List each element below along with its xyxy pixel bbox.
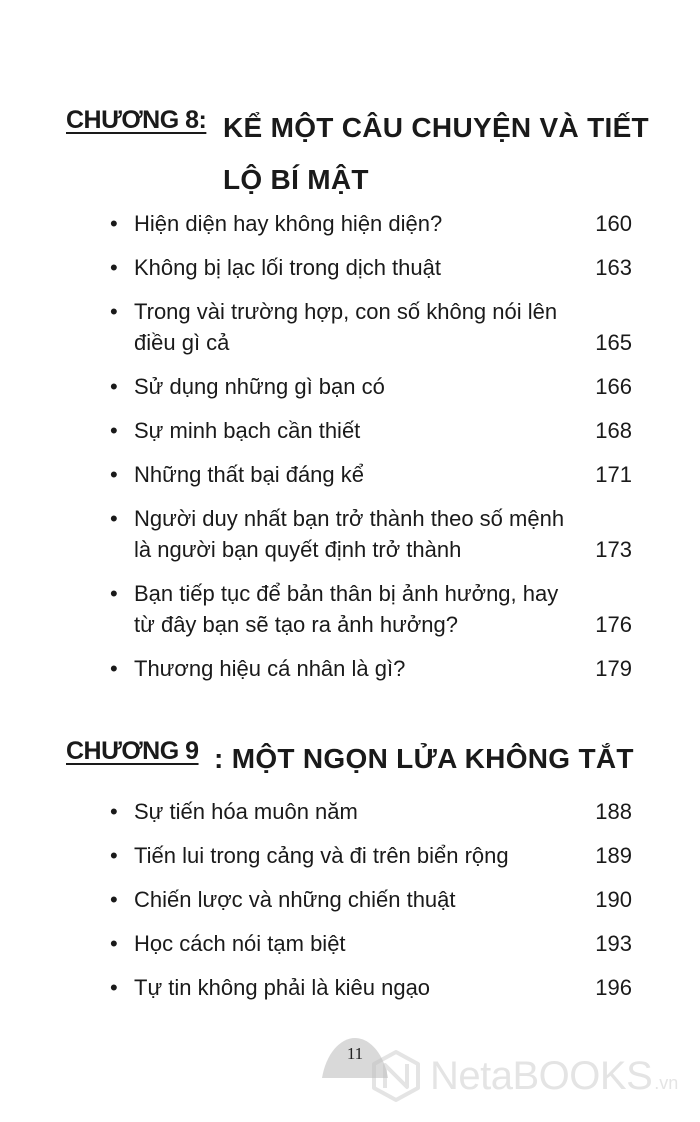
- bullet-icon: •: [110, 581, 118, 606]
- entry-page-number: 166: [595, 374, 632, 399]
- netabooks-logo-icon: [368, 1048, 424, 1104]
- entry-title: Tiến lui trong cảng và đi trên biển rộng: [134, 843, 509, 868]
- toc-entry[interactable]: [110, 972, 632, 1003]
- entry-title: Sự tiến hóa muôn năm: [134, 799, 358, 824]
- entry-title: Chiến lược và những chiến thuật: [134, 887, 456, 912]
- toc-entry[interactable]: [110, 884, 632, 915]
- watermark: [368, 1046, 688, 1106]
- bullet-icon: •: [110, 887, 118, 912]
- toc-entry[interactable]: [110, 252, 632, 283]
- chapter-9-entry-list: [110, 796, 632, 1016]
- toc-entry[interactable]: [110, 296, 632, 358]
- watermark-suffix: .vn: [654, 1073, 679, 1093]
- bullet-icon: •: [110, 462, 118, 487]
- watermark-brand: NetaBOOKS: [430, 1053, 653, 1098]
- entry-title: Hiện diện hay không hiện diện?: [134, 211, 443, 236]
- toc-entry[interactable]: [110, 840, 632, 871]
- bullet-icon: •: [110, 975, 118, 1000]
- chapter-title: : MỘT NGỌN LỬA KHÔNG TẮT: [214, 743, 634, 774]
- entry-page-number: 189: [595, 843, 632, 868]
- entry-page-number: 173: [595, 537, 632, 562]
- toc-entry[interactable]: [110, 415, 632, 446]
- toc-entry[interactable]: [110, 928, 632, 959]
- entry-page-number: 160: [595, 211, 632, 236]
- entry-page-number: 163: [595, 255, 632, 280]
- bullet-icon: •: [110, 299, 118, 324]
- entry-page-number: 190: [595, 887, 632, 912]
- chapter-label: CHƯƠNG 9: [66, 737, 199, 765]
- toc-entry[interactable]: [110, 653, 632, 684]
- entry-title: Thương hiệu cá nhân là gì?: [134, 656, 406, 681]
- bullet-icon: •: [110, 843, 118, 868]
- entry-page-number: 168: [595, 418, 632, 443]
- chapter-8-entry-list: [110, 208, 632, 697]
- entry-page-number: 176: [595, 612, 632, 637]
- entry-page-number: 165: [595, 330, 632, 355]
- toc-entry[interactable]: [110, 371, 632, 402]
- entry-title: Không bị lạc lối trong dịch thuật: [134, 255, 441, 280]
- entry-title: Học cách nói tạm biệt: [134, 931, 346, 956]
- entry-title: Những thất bại đáng kể: [134, 462, 365, 487]
- bullet-icon: •: [110, 374, 118, 399]
- bullet-icon: •: [110, 931, 118, 956]
- toc-entry[interactable]: [110, 503, 632, 565]
- chapter-8-heading: [66, 106, 656, 216]
- entry-page-number: 188: [595, 799, 632, 824]
- page-number: 11: [346, 1044, 364, 1063]
- toc-entry[interactable]: [110, 796, 632, 827]
- bullet-icon: •: [110, 506, 118, 531]
- toc-entry[interactable]: [110, 459, 632, 490]
- entry-title: Sử dụng những gì bạn có: [134, 374, 385, 399]
- bullet-icon: •: [110, 418, 118, 443]
- entry-page-number: 171: [595, 462, 632, 487]
- entry-title: Trong vài trường hợp, con số không nói lên điều gì cả: [134, 299, 558, 355]
- entry-page-number: 193: [595, 931, 632, 956]
- toc-entry[interactable]: [110, 208, 632, 239]
- entry-title: Tự tin không phải là kiêu ngạo: [134, 975, 431, 1000]
- entry-page-number: 179: [595, 656, 632, 681]
- chapter-9-heading: [66, 737, 656, 777]
- bullet-icon: •: [110, 656, 118, 681]
- toc-entry[interactable]: [110, 578, 632, 640]
- bullet-icon: •: [110, 255, 118, 280]
- entry-title: Bạn tiếp tục để bản thân bị ảnh hưởng, hay từ đây bạn sẽ tạo ra ảnh hưởng?: [134, 581, 559, 637]
- entry-title: Người duy nhất bạn trở thành theo số mệnh là người bạn quyết định trở thành: [134, 506, 565, 562]
- chapter-label: CHƯƠNG 8:: [66, 106, 207, 134]
- bullet-icon: •: [110, 799, 118, 824]
- chapter-title: KỂ MỘT CÂU CHUYỆN VÀ TIẾT LỘ BÍ MẬT: [223, 112, 649, 195]
- bullet-icon: •: [110, 211, 118, 236]
- entry-title: Sự minh bạch cần thiết: [134, 418, 361, 443]
- entry-page-number: 196: [595, 975, 632, 1000]
